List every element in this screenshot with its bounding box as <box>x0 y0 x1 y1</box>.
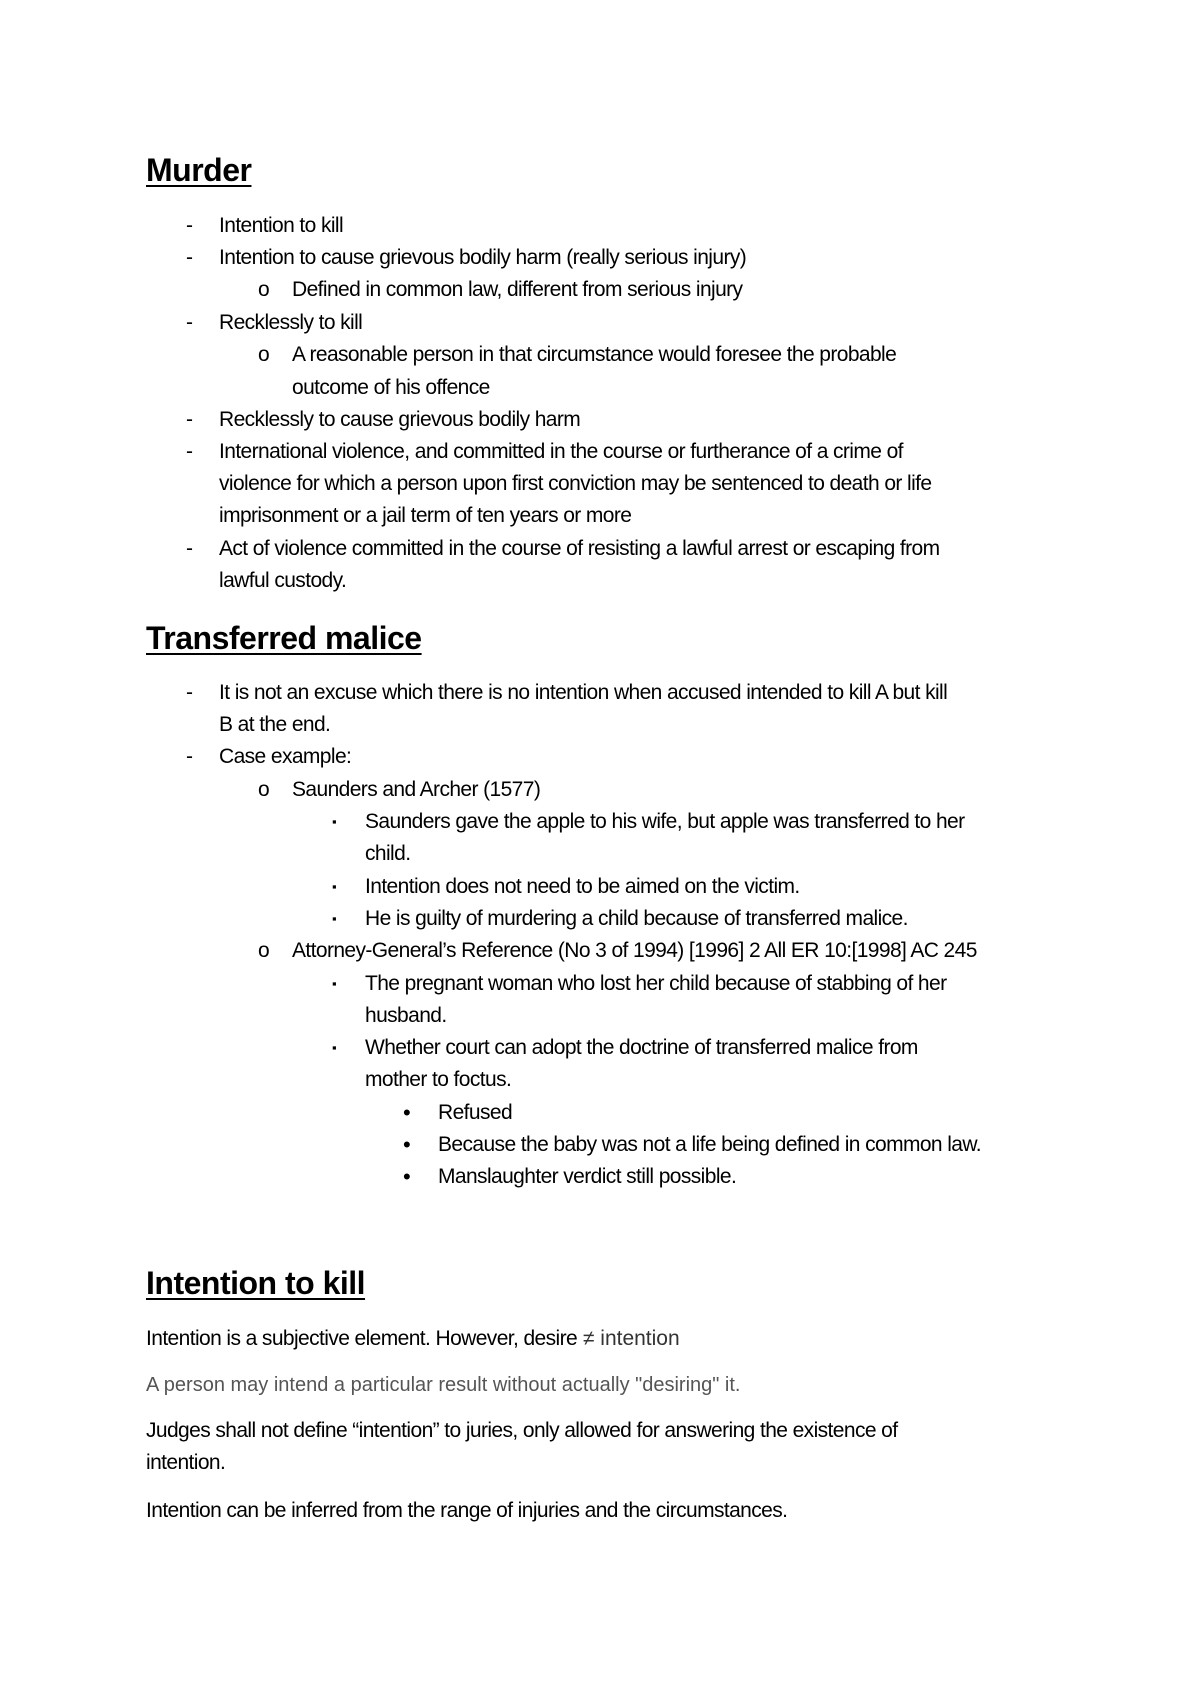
list-item: Intention does not need to be aimed on the victim. <box>365 875 800 898</box>
list-item-continuation: violence for which a person upon first conviction may be sentenced to death or life <box>219 472 932 495</box>
list-item: Intention to cause grievous bodily harm (really serious injury) <box>219 246 747 269</box>
bullet-marker: • <box>403 1100 411 1125</box>
list-item: Whether court can adopt the doctrine of transferred malice from <box>365 1036 918 1059</box>
paragraph-judges-line-1: Judges shall not define “intention” to juries, only allowed for answering the existence of <box>146 1419 898 1442</box>
list-item: Saunders and Archer (1577) <box>292 778 541 801</box>
circle-marker: o <box>258 278 270 301</box>
list-item: Because the baby was not a life being defined in common law. <box>438 1133 982 1156</box>
square-marker: ▪ <box>332 911 337 926</box>
heading-transferred-malice: Transferred malice <box>146 620 422 656</box>
circle-marker: o <box>258 778 270 801</box>
list-item: International violence, and committed in the course or furtherance of a crime of <box>219 440 903 463</box>
paragraph-judges-line-2: intention. <box>146 1451 226 1474</box>
list-item: Case example: <box>219 745 352 768</box>
square-marker: ▪ <box>332 879 337 894</box>
list-item: Recklessly to cause grievous bodily harm <box>219 408 581 431</box>
dash-marker: - <box>186 537 193 560</box>
list-item: A reasonable person in that circumstance would foresee the probable <box>292 343 897 366</box>
list-item-continuation: mother to foctus. <box>365 1068 512 1091</box>
dash-marker: - <box>186 246 193 269</box>
dash-marker: - <box>186 311 193 334</box>
circle-marker: o <box>258 939 270 962</box>
list-item-continuation: outcome of his offence <box>292 376 490 399</box>
list-item: It is not an excuse which there is no intention when accused intended to kill A but kill <box>219 681 948 704</box>
circle-marker: o <box>258 343 270 366</box>
paragraph-inferred: Intention can be inferred from the range of injuries and the circumstances. <box>146 1499 788 1522</box>
list-item: The pregnant woman who lost her child because of stabbing of her <box>365 972 947 995</box>
list-item-continuation: child. <box>365 842 411 865</box>
bullet-marker: • <box>403 1132 411 1157</box>
list-item: Act of violence committed in the course of resisting a lawful arrest or escaping from <box>219 537 940 560</box>
heading-murder: Murder <box>146 152 252 188</box>
dash-marker: - <box>186 214 193 237</box>
list-item: Intention to kill <box>219 214 344 237</box>
square-marker: ▪ <box>332 976 337 991</box>
list-item-continuation: lawful custody. <box>219 569 347 592</box>
paragraph-bold-part: Intention is a subjective element. However, desire <box>146 1327 578 1350</box>
list-item: He is guilty of murdering a child because of transferred malice. <box>365 907 908 930</box>
dash-marker: - <box>186 681 193 704</box>
paragraph-plain-part: ≠ intention <box>577 1327 680 1350</box>
list-item-continuation: husband. <box>365 1004 447 1027</box>
list-item: Saunders gave the apple to his wife, but apple was transferred to her <box>365 810 965 833</box>
list-item: Refused <box>438 1101 513 1124</box>
dash-marker: - <box>186 745 193 768</box>
square-marker: ▪ <box>332 1040 337 1055</box>
paragraph-desire-note: A person may intend a particular result without actually "desiring" it. <box>146 1374 741 1396</box>
heading-intention-to-kill: Intention to kill <box>146 1265 366 1301</box>
list-item: Defined in common law, different from serious injury <box>292 278 743 301</box>
dash-marker: - <box>186 440 193 463</box>
bullet-marker: • <box>403 1164 411 1189</box>
list-item: Manslaughter verdict still possible. <box>438 1165 737 1188</box>
list-item-continuation: B at the end. <box>219 713 331 736</box>
square-marker: ▪ <box>332 814 337 829</box>
dash-marker: - <box>186 408 193 431</box>
list-item-continuation: imprisonment or a jail term of ten years or more <box>219 504 632 527</box>
paragraph-subjective-element <box>146 1323 680 1355</box>
list-item: Attorney-General’s Reference (No 3 of 1994) [1996] 2 All ER 10:[1998] AC 245 <box>292 939 977 962</box>
list-item: Recklessly to kill <box>219 311 363 334</box>
